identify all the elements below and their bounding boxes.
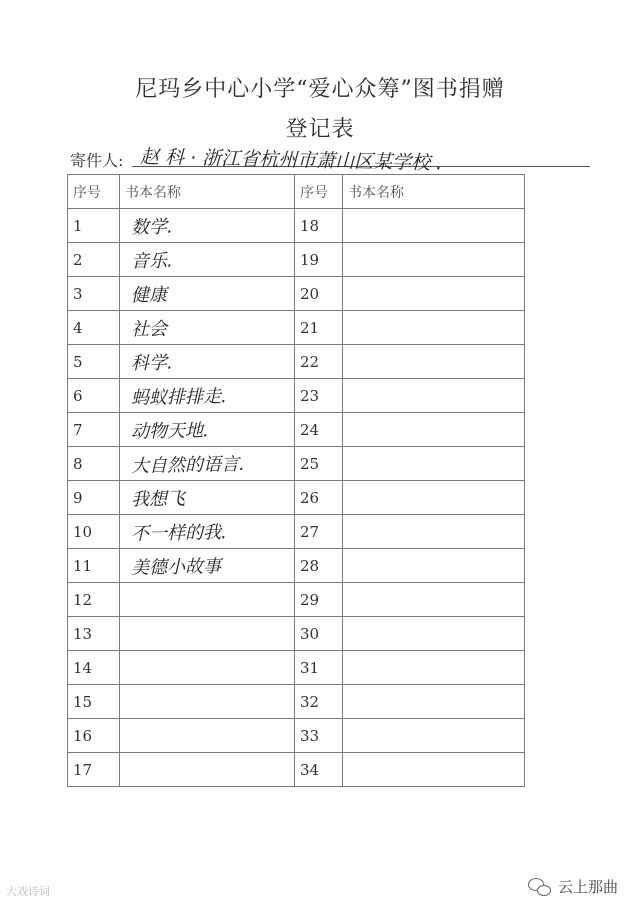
book-name-cell: [120, 617, 295, 651]
book-name-cell: [120, 413, 295, 447]
book-name-cell: [120, 345, 295, 379]
row-number: 3: [73, 284, 83, 303]
book-name: 数学.: [130, 216, 173, 238]
row-number-cell: [68, 447, 120, 481]
book-name-cell: [120, 311, 295, 345]
page-subtitle: 登记表: [285, 117, 355, 142]
book-name-cell: [343, 345, 525, 379]
header-book-name-2: 书本名称: [343, 175, 525, 209]
row-number-cell: [68, 413, 120, 447]
book-name-cell: [343, 481, 525, 515]
book-name: 美德小故事: [130, 555, 222, 579]
row-number-cell: [68, 379, 120, 413]
row-number-cell: [68, 515, 120, 549]
page-title: 尼玛乡中心小学“爱心众筹”图书捐赠: [135, 77, 505, 102]
book-name: 科学.: [130, 352, 173, 374]
book-name-cell: [120, 379, 295, 413]
row-number-cell: [68, 685, 120, 719]
row-number: 4: [73, 318, 83, 337]
table-row: [68, 243, 525, 277]
book-name-cell: [343, 651, 525, 685]
row-number-cell: [295, 719, 343, 753]
book-name-cell: [343, 379, 525, 413]
book-name: 不一样的我.: [130, 521, 227, 545]
book-name-cell: [120, 719, 295, 753]
row-number-cell: [68, 481, 120, 515]
row-number-cell: [295, 515, 343, 549]
row-number: 9: [73, 488, 83, 507]
row-number-cell: [295, 277, 343, 311]
table-row: [68, 549, 525, 583]
row-number: 28: [300, 556, 320, 575]
book-name-cell: [343, 549, 525, 583]
book-name: 大自然的语言.: [130, 453, 245, 477]
book-name-cell: [120, 447, 295, 481]
book-name-cell: [120, 651, 295, 685]
row-number-cell: [68, 583, 120, 617]
row-number-cell: [68, 651, 120, 685]
book-name-cell: [343, 617, 525, 651]
book-name: 动物天地.: [130, 419, 209, 443]
table-row: [68, 583, 525, 617]
row-number: 25: [300, 454, 320, 473]
row-number-cell: [295, 379, 343, 413]
table-row: [68, 277, 525, 311]
row-number-cell: [295, 447, 343, 481]
book-name: 音乐.: [130, 250, 173, 272]
row-number-cell: [68, 311, 120, 345]
row-number-cell: [295, 311, 343, 345]
row-number: 34: [300, 760, 320, 779]
table-header-row: [68, 175, 525, 209]
book-name: 蚂蚁排排走.: [130, 385, 227, 409]
row-number: 24: [300, 420, 320, 439]
row-number-cell: [68, 549, 120, 583]
book-name: 我想飞: [130, 487, 186, 510]
row-number: 11: [73, 556, 93, 575]
header-book-name: 书本名称: [120, 175, 295, 209]
row-number: 16: [73, 726, 93, 745]
row-number: 6: [73, 386, 83, 405]
sender-row: [70, 148, 590, 174]
table-row: [68, 651, 525, 685]
table-row: [68, 719, 525, 753]
table-row: [68, 481, 525, 515]
row-number-cell: [68, 277, 120, 311]
book-name-cell: [120, 481, 295, 515]
row-number: 22: [300, 352, 320, 371]
row-number: 1: [73, 216, 83, 235]
row-number: 18: [300, 216, 320, 235]
sender-value: 赵 科 · 浙江省杭州市萧山区某学校 .: [139, 146, 443, 175]
book-name-cell: [343, 515, 525, 549]
row-number: 33: [300, 726, 320, 745]
book-name-cell: [120, 685, 295, 719]
watermark-right-label: 云上那曲: [557, 878, 618, 896]
book-name-cell: [120, 515, 295, 549]
book-name-cell: [343, 243, 525, 277]
row-number-cell: [295, 345, 343, 379]
row-number: 23: [300, 386, 320, 405]
row-number-cell: [68, 753, 120, 787]
row-number-cell: [295, 753, 343, 787]
table-row: [68, 685, 525, 719]
table-row: [68, 413, 525, 447]
row-number: 32: [300, 692, 320, 711]
row-number: 15: [73, 692, 93, 711]
row-number-cell: [295, 209, 343, 243]
row-number: 14: [73, 658, 93, 677]
row-number-cell: [295, 651, 343, 685]
book-name-cell: [120, 243, 295, 277]
row-number: 17: [73, 760, 93, 779]
book-name-cell: [343, 209, 525, 243]
row-number-cell: [295, 549, 343, 583]
row-number-cell: [295, 685, 343, 719]
table-row: [68, 379, 525, 413]
book-name-cell: [343, 583, 525, 617]
watermark-left: 大戏诗词: [6, 885, 50, 898]
header-num: 序号: [68, 175, 120, 209]
row-number-cell: [295, 413, 343, 447]
book-name-cell: [343, 311, 525, 345]
book-name-cell: [343, 685, 525, 719]
row-number-cell: [295, 481, 343, 515]
table-row: [68, 209, 525, 243]
table-row: [68, 345, 525, 379]
book-name: 社会: [130, 318, 168, 340]
sender-label: 寄件人:: [70, 151, 124, 170]
row-number-cell: [295, 583, 343, 617]
table-row: [68, 753, 525, 787]
row-number: 29: [300, 590, 320, 609]
row-number-cell: [68, 345, 120, 379]
row-number: 20: [300, 284, 320, 303]
book-name-cell: [343, 753, 525, 787]
book-name-cell: [343, 719, 525, 753]
row-number: 5: [73, 352, 83, 371]
donation-register-table: [67, 174, 525, 787]
row-number: 31: [300, 658, 320, 677]
book-name-cell: [343, 413, 525, 447]
row-number-cell: [68, 719, 120, 753]
row-number: 21: [300, 318, 320, 337]
row-number: 27: [300, 522, 320, 541]
row-number-cell: [295, 617, 343, 651]
book-name-cell: [120, 277, 295, 311]
table-row: [68, 515, 525, 549]
table-row: [68, 311, 525, 345]
row-number: 2: [73, 250, 83, 269]
book-name-cell: [120, 753, 295, 787]
row-number: 12: [73, 590, 93, 609]
book-name-cell: [343, 277, 525, 311]
watermark-right: [528, 876, 618, 897]
table-row: [68, 447, 525, 481]
row-number-cell: [295, 243, 343, 277]
book-name-cell: [120, 583, 295, 617]
book-name-cell: [120, 549, 295, 583]
book-name: 健康: [130, 284, 168, 306]
header-num-2: 序号: [295, 175, 343, 209]
book-name-cell: [120, 209, 295, 243]
row-number: 13: [73, 624, 93, 643]
wechat-icon: [528, 877, 552, 897]
row-number-cell: [68, 617, 120, 651]
row-number: 7: [73, 420, 83, 439]
row-number-cell: [68, 209, 120, 243]
book-name-cell: [343, 447, 525, 481]
row-number: 30: [300, 624, 320, 643]
row-number: 8: [73, 454, 83, 473]
row-number-cell: [68, 243, 120, 277]
table-row: [68, 617, 525, 651]
row-number: 10: [73, 522, 93, 541]
row-number: 19: [300, 250, 320, 269]
row-number: 26: [300, 488, 320, 507]
